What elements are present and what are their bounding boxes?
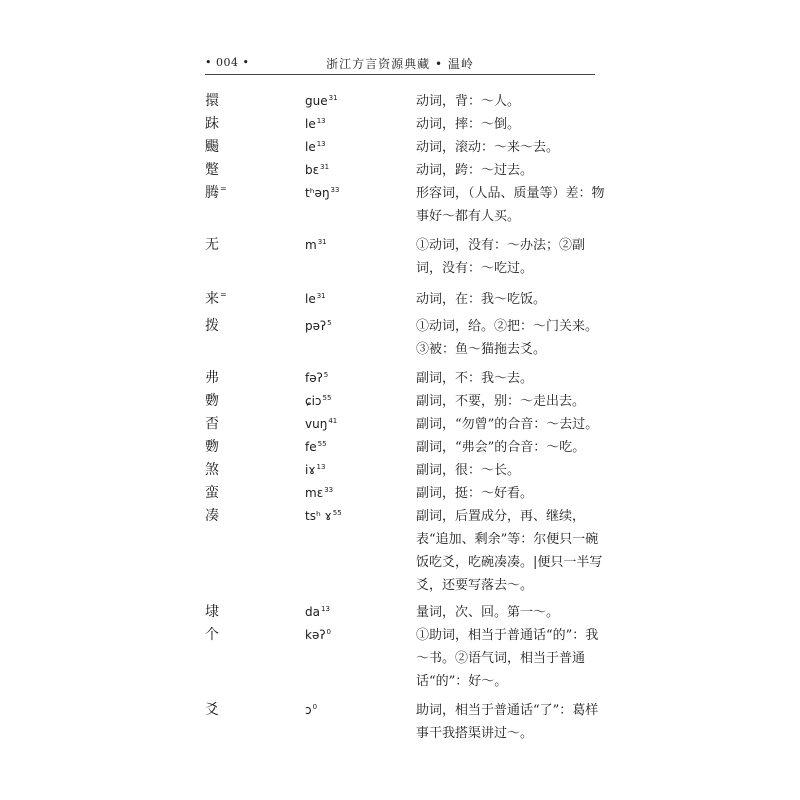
ipa-syllable: gue — [305, 94, 328, 108]
headword: 擐 — [205, 93, 219, 109]
entry-definition: 副词，“弗会”的合音：～吃。 — [416, 440, 586, 455]
entry-definition: 助词，相当于普通话“了”：葛样事干我搭渠讲过～。 — [416, 703, 599, 741]
dictionary-entry — [205, 288, 605, 311]
entry-definition: 副词，不要，别：～走出去。 — [416, 394, 586, 409]
ipa-syllable: da — [305, 605, 320, 619]
headword: 爻 — [205, 702, 219, 718]
tone-number: 41 — [328, 417, 338, 425]
headword: 腾 — [205, 185, 219, 201]
entry-character — [205, 601, 220, 624]
dictionary-entry — [205, 234, 605, 280]
dictionary-entry — [205, 390, 605, 413]
dictionary-entry — [205, 601, 605, 624]
ipa-syllable: tʰəŋ — [305, 186, 330, 200]
headword: 弗 — [205, 370, 219, 386]
ipa-syllable: fe — [305, 440, 317, 454]
header-rule — [205, 74, 595, 75]
headword: 蹩 — [205, 162, 219, 178]
entry-pronunciation — [305, 288, 326, 311]
entry-definition: 动词，滚动：～来～去。 — [416, 140, 560, 155]
ipa-syllable: le — [305, 117, 316, 131]
entry-character — [205, 459, 220, 482]
entry-definition: ①动词，没有：～办法；②副词，没有：～吃过。 — [416, 238, 586, 276]
entry-definition: 动词，在：我～吃饭。 — [416, 292, 547, 307]
entry-pronunciation — [305, 601, 330, 624]
headword: 凑 — [205, 508, 219, 524]
ipa-syllable: le — [305, 292, 316, 306]
entry-character — [205, 90, 220, 113]
entry-pronunciation — [305, 482, 333, 505]
dictionary-entry — [205, 436, 605, 459]
tone-number: 13 — [316, 117, 326, 125]
headword: 覅 — [205, 439, 219, 455]
tone-number: 31 — [320, 163, 330, 171]
entry-definition: ①助词，相当于普通话“的”：我～书。②语气词，相当于普通话“的”：好～。 — [416, 628, 599, 689]
ipa-syllable: tsʰ ɤ — [305, 509, 332, 523]
entry-character — [205, 182, 227, 205]
ipa-syllable: le — [305, 140, 316, 154]
entry-definition: 副词，挺：～好看。 — [416, 486, 534, 501]
tone-number: 55 — [322, 394, 332, 402]
entry-pronunciation — [305, 367, 328, 390]
headword: 来 — [205, 291, 219, 307]
tone-number: 5 — [327, 319, 332, 327]
entry-pronunciation — [305, 505, 342, 528]
ipa-syllable: kəʔ — [305, 628, 326, 642]
dictionary-entry — [205, 624, 605, 693]
entry-definition: 动词，背：～人。 — [416, 94, 521, 109]
book-title: 浙江方言资源典藏 • 温岭 — [326, 57, 474, 71]
ipa-syllable: iɤ — [305, 463, 316, 477]
entry-character — [205, 413, 220, 436]
tone-number: 31 — [317, 238, 327, 246]
headword: 个 — [205, 627, 219, 643]
tone-number: 0 — [326, 628, 331, 636]
tone-number: 31 — [328, 94, 338, 102]
entry-definition: 副词，“勿曾”的合音：～去过。 — [416, 417, 599, 432]
entry-definition: 动词，摔：～倒。 — [416, 117, 521, 132]
dictionary-entry — [205, 505, 605, 597]
ipa-syllable: ɕiɔ — [305, 394, 322, 408]
dictionary-entry — [205, 113, 605, 136]
page-number: • 004 • — [205, 56, 250, 69]
ipa-syllable: fəʔ — [305, 371, 323, 385]
entry-pronunciation — [305, 459, 325, 482]
entry-pronunciation — [305, 699, 317, 722]
entry-pronunciation — [305, 182, 339, 205]
headword: 覅 — [205, 393, 219, 409]
tone-number: 0 — [312, 703, 318, 711]
dictionary-entry — [205, 459, 605, 482]
tone-number: 31 — [316, 292, 326, 300]
dictionary-entry — [205, 90, 605, 113]
tone-number: 33 — [324, 486, 334, 494]
entry-character — [205, 136, 220, 159]
entry-character — [205, 482, 220, 505]
entry-character — [205, 234, 220, 257]
running-header — [205, 54, 595, 74]
headword: 颺 — [205, 139, 219, 155]
entry-character — [205, 699, 220, 722]
entry-definition: 副词，很：～长。 — [416, 463, 521, 478]
headword: 拨 — [205, 318, 219, 334]
tone-number: 55 — [317, 440, 327, 448]
ipa-syllable: pəʔ — [305, 319, 327, 333]
headword: 蛮 — [205, 485, 219, 501]
entry-pronunciation — [305, 390, 331, 413]
entry-character — [205, 315, 220, 338]
dictionary-entry — [205, 159, 605, 182]
entry-definition: 量词，次、回。第一～。 — [416, 605, 560, 620]
tone-number: 13 — [316, 463, 326, 471]
dictionary-entry — [205, 315, 605, 361]
entry-pronunciation — [305, 159, 329, 182]
entry-definition: 形容词，（人品、质量等）差：物事好～都有人买。 — [416, 186, 605, 224]
ipa-syllable: mɛ — [305, 486, 324, 500]
dictionary-entry — [205, 699, 605, 745]
headword: 埭 — [205, 604, 219, 620]
tone-number: 55 — [332, 509, 342, 517]
ipa-syllable: ɔ — [305, 703, 312, 717]
entry-character — [205, 288, 227, 311]
entry-pronunciation — [305, 234, 327, 257]
entry-definition: ①动词，给。②把：～门关来。③被：鱼～猫拖去爻。 — [416, 319, 599, 357]
tone-number: 13 — [316, 140, 326, 148]
entry-character — [205, 113, 220, 136]
ipa-syllable: bɛ — [305, 163, 320, 177]
entry-pronunciation — [305, 113, 326, 136]
entry-character — [205, 159, 220, 182]
entry-definition: 副词，后置成分，再、继续，表“追加、剩余”等：尔便只一碗饭吃爻，吃碗凑凑。|便只一半写爻，还要写落去～。 — [416, 509, 603, 593]
entry-pronunciation — [305, 90, 338, 113]
entry-character — [205, 624, 220, 647]
entry-character — [205, 505, 220, 528]
headword: 无 — [205, 237, 219, 253]
entry-definition: 副词，不：我～去。 — [416, 371, 534, 386]
entry-pronunciation — [305, 624, 331, 647]
dictionary-entry — [205, 482, 605, 505]
entry-pronunciation — [305, 315, 332, 338]
dictionary-entry — [205, 413, 605, 436]
tone-number: 33 — [330, 186, 340, 194]
entry-pronunciation — [305, 136, 326, 159]
headword: 跊 — [205, 116, 219, 132]
homophone-mark: = — [220, 290, 227, 300]
entry-character — [205, 436, 220, 459]
tone-number: 13 — [320, 605, 330, 613]
headword: 㫘 — [205, 416, 219, 432]
dictionary-entry — [205, 136, 605, 159]
dictionary-entry — [205, 182, 605, 228]
entry-character — [205, 367, 220, 390]
entry-pronunciation — [305, 436, 327, 459]
dictionary-entries — [205, 90, 605, 745]
headword: 煞 — [205, 462, 219, 478]
ipa-syllable: m — [305, 238, 317, 252]
homophone-mark: = — [220, 184, 227, 194]
entry-definition: 动词，跨：～过去。 — [416, 163, 534, 178]
ipa-syllable: vuŋ — [305, 417, 328, 431]
entry-character — [205, 390, 220, 413]
tone-number: 5 — [323, 371, 329, 379]
dictionary-entry — [205, 367, 605, 390]
entry-pronunciation — [305, 413, 337, 436]
